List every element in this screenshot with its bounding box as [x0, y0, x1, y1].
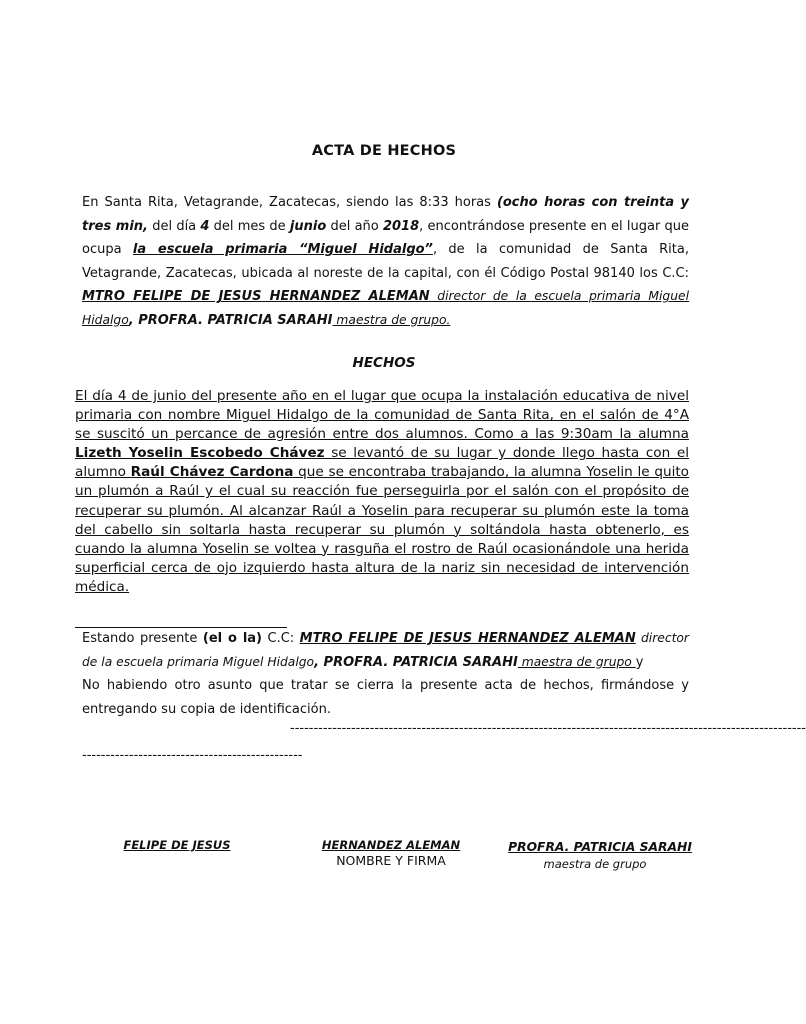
closing-teacher-name: , PROFRA. PATRICIA SARAHI	[314, 654, 518, 670]
closing-dashes-2: -----------------------------------------------	[82, 748, 303, 763]
closing-text: Estando presente	[82, 631, 203, 646]
intro-teacher-name: , PROFRA. PATRICIA SARAHI	[128, 312, 333, 328]
signature-center-name: HERNANDEZ ALEMAN	[321, 838, 461, 852]
intro-time-words: (ocho horas con treinta y tres min,	[82, 195, 689, 234]
intro-text: , de la comunidad de Santa Rita, Vetagrande, Zacatecas, ubicada al noreste de la capital, con él Código Postal 98140 los C.C:	[82, 242, 689, 281]
intro-text: En Santa Rita, Vetagrande, Zacatecas, siendo las 8:33 horas	[82, 195, 497, 210]
facts-student-2: Raúl Chávez Cardona	[130, 464, 294, 481]
signature-center-caption: NOMBRE Y FIRMA	[336, 853, 446, 868]
signature-right-name: PROFRA. PATRICIA SARAHI	[508, 840, 692, 854]
closing-text: y	[635, 654, 644, 670]
closing-director-role: director de la escuela primaria Miguel Hidalgo	[82, 631, 689, 669]
facts-text: que se encontraba trabajando, la alumna Yoselin le quito un plumón a Raúl y el cual su reacción fue perseguirla por el salón con el propósito de recuperar su plumón. Al alcanzar Raúl a Yoselin para recuperar su plumón este la toma del cabello sin soltarla hasta recuperar su plumón y soltándola hasta obtenerlo, es cuando la alumna Yoselin se voltea y rasguña el rostro de Raúl ocasionándole una herida superficial cerca de ojo izquierdo hasta altura de la nariz sin necesidad de intervención médica.	[75, 464, 689, 595]
intro-director-name: MTRO FELIPE DE JESUS HERNANDEZ ALEMAN	[82, 289, 430, 305]
intro-text: , encontrándose presente en el lugar que ocupa	[82, 218, 690, 258]
intro-paragraph	[82, 191, 689, 333]
closing-text: C.C:	[262, 631, 300, 646]
hechos-heading: HECHOS	[352, 355, 416, 371]
intro-day: 4	[200, 218, 210, 234]
intro-text: del mes de	[209, 218, 290, 234]
facts-text: se levantó de su lugar y donde llego hasta con el alumno	[75, 445, 689, 481]
intro-month: junio	[289, 218, 327, 234]
document-title: ACTA DE HECHOS	[311, 143, 457, 159]
closing-director-name: MTRO FELIPE DE JESUS HERNANDEZ ALEMAN	[299, 631, 636, 646]
signature-left-name: FELIPE DE JESUS	[123, 838, 231, 852]
facts-student-1: Lizeth Yoselin Escobedo Chávez	[75, 445, 325, 462]
intro-text: del año	[326, 218, 383, 234]
intro-director-role: director de la escuela primaria Miguel Hidalgo	[82, 289, 690, 327]
closing-paragraph	[82, 627, 689, 721]
closing-dashes-1: --------------------------------------------------------------------------------------------------------------	[290, 721, 806, 736]
intro-year: 2018	[382, 218, 420, 234]
facts-text: El día 4 de junio del presente año en el lugar que ocupa la instalación educativa de nivel primaria con nombre Miguel Hidalgo de la comunidad de Santa Rita, en el salón de 4°A se suscitó un percance de agresión entre dos alumnos. Como a las 9:30am la alumna	[75, 388, 689, 443]
intro-teacher-role: maestra de grupo.	[332, 312, 451, 327]
closing-statement: No habiendo otro asunto que tratar se cierra la presente acta de hechos, firmándose y entregando su copia de identificación.	[82, 678, 689, 717]
signature-right-role: maestra de grupo	[543, 857, 647, 871]
intro-school: la escuela primaria “Miguel Hidalgo”	[132, 242, 433, 258]
closing-teacher-role: maestra de grupo	[517, 654, 636, 669]
facts-paragraph	[75, 387, 689, 597]
intro-text: del día	[148, 218, 201, 234]
closing-el-o-la: (el o la)	[202, 631, 262, 646]
